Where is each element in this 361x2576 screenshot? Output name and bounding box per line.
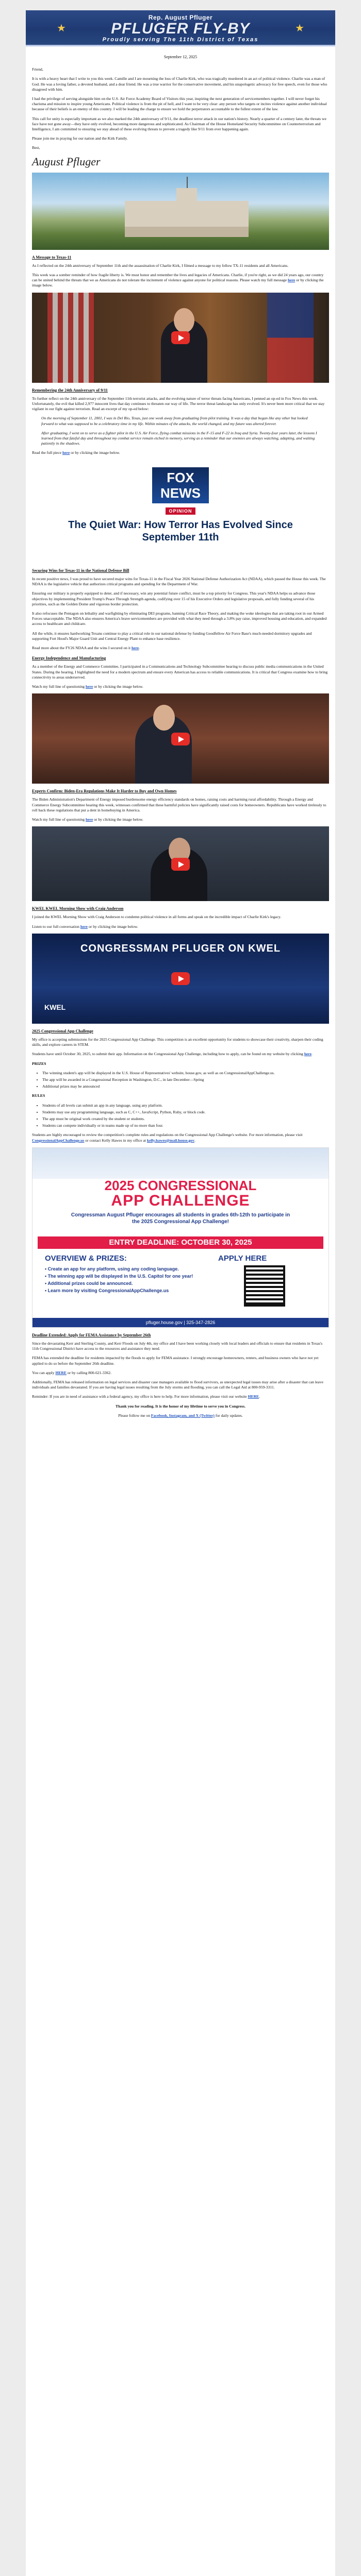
- star-icon: ★: [295, 23, 304, 34]
- star-icon: ★: [57, 23, 66, 34]
- section-title: A Message to Texas-11: [32, 255, 72, 260]
- section-paragraph: You can apply HERE or by calling 800-621-3362.: [32, 1370, 112, 1375]
- video-thumbnail[interactable]: [32, 826, 329, 901]
- listen-link[interactable]: here: [80, 924, 88, 929]
- quote: After graduating, I went on to serve as a fighter pilot in the U.S. Air Force, flying combat missions in the F-15 and F-22 in Iraq and Syria. Twenty-four years later, the lessons I learned from that fateful day and throughout my combat service remain etched in memory, serving as a reminder that our enemies are always watching, adapting, and waiting patiently in the shadows.: [41, 430, 317, 446]
- list-item: • Additional prizes may be announced: [42, 1084, 329, 1089]
- rules-heading: RULES: [32, 1093, 45, 1098]
- social-line: Please follow me on Facebook, Instagram, and X (Twitter) for daily updates.: [118, 1413, 243, 1418]
- flyer-description: Congressman August Pfluger encourages all students in grades 6th-12th to participate in the 2025 Congressional App Challenge!: [71, 1212, 290, 1225]
- intro-paragraph: This call for unity is especially important as we also marked the 24th anniversary of 9/11, the deadliest terror attack in our nation's history. Nearly a quarter of a century later, the threats we face have not gone away—they have only evolved, becoming more dangerous and sophisticated. As Chairman of the House Homeland Security Subcommittee on Counterterrorism and Intelligence, I am committed to ensuring we stay ahead of these evolving threats to prevent a tragedy like 9/11 from ever happening again.: [32, 116, 326, 132]
- fox-news-logo: FOX NEWS: [152, 467, 209, 503]
- signoff: Best,: [32, 145, 40, 150]
- list-item: • The winning student's app will be displayed in the U.S. House of Representatives' website, house.gov, as well as on CongressionalAppChallenge.us.: [42, 1071, 329, 1076]
- fox-news-oped-image[interactable]: [32, 460, 329, 563]
- list-item: • Students may use any programming language, such as C, C++, JavaScript, Python, Ruby, or block code.: [42, 1110, 329, 1115]
- flyer-overview-heading: OVERVIEW & PRIZES:: [45, 1253, 127, 1263]
- flyer-apply-heading: APPLY HERE: [218, 1253, 267, 1263]
- fema-apply-link[interactable]: HERE: [55, 1370, 67, 1375]
- opinion-tag: OPINION: [166, 507, 195, 515]
- section-title: Securing Wins for Texas-11 in the National Defense Bill: [32, 568, 129, 573]
- section-paragraph: Read more about the FY26 NDAA and the wins I secured on it here.: [32, 645, 140, 650]
- section-title: Remembering the 24th Anniversary of 9/11: [32, 387, 108, 393]
- section-paragraph: Ensuring our military is properly equipped to deter, and if necessary, win any potential future conflict, must be a top priority for Congress. This year's NDAA helps us advance those objectives by implementing President Trump's Peace Through Strength agenda, codifying over 15 of his Executive Orders and legislative proposals, and fully funding several of his priorities, such as the Golden Dome and vigorous border protection.: [32, 591, 316, 606]
- section-title: Experts Confirm: Biden-Era Regulations Make It Harder to Buy and Own Homes: [32, 789, 177, 794]
- greeting: Friend,: [32, 67, 43, 72]
- watch-link[interactable]: here: [287, 278, 296, 283]
- newsletter-subtitle: Proudly serving The 11th District of Texas: [102, 37, 259, 43]
- website-link[interactable]: CongressionalAppChallenge.us: [32, 1138, 85, 1143]
- section-paragraph: As I reflected on the 24th anniversary of September 11th and the assassination of Charlie Kirk, I filmed a message to my fellow TX-11 residents and all Americans.: [32, 263, 289, 268]
- list-item: • Students of all levels can submit an app in any language, using any platform.: [42, 1103, 329, 1108]
- section-paragraph: Listen to our full conversation here or by clicking the image below.: [32, 924, 138, 929]
- social-links[interactable]: Facebook, Instagram, and X (Twitter): [151, 1413, 215, 1418]
- list-item: • Learn more by visiting CongressionalAppChallenge.us: [45, 1287, 169, 1293]
- kwel-interview-image[interactable]: [32, 934, 329, 1024]
- section-title: KWEL KWEL Morning Show with Craig Anderson: [32, 906, 124, 911]
- capitol-photo: [32, 173, 329, 250]
- newsletter-title: PFLUGER FLY-BY: [111, 20, 250, 37]
- play-icon[interactable]: [171, 972, 190, 985]
- list-item: • The app must be original work created by the student or students.: [42, 1116, 329, 1122]
- section-paragraph: Reminder: If you are in need of assistance with a federal agency, my office is here to help. For more information, please visit our website HERE.: [32, 1394, 260, 1399]
- section-paragraph: As a member of the Energy and Commerce Committee, I participated in a Communications and Technology Subcommittee hearing to discuss public media communications in the United States. During the hearing, I highlighted the need for a modern spectrum and ensure every American has access to reliable communications. It is critical that Congress examine how to bring connectivity to areas underserved.: [32, 664, 328, 680]
- section-paragraph: I joined the KWEL Morning Show with Craig Anderson to condemn political violence in all forms and speak on the incredible impact of Charlie Kirk's legacy.: [32, 914, 282, 920]
- oped-headline: The Quiet War: How Terror Has Evolved Since September 11th: [68, 519, 293, 543]
- prizes-heading: PRIZES: [32, 1061, 46, 1066]
- list-item: • Additional prizes could be announced.: [45, 1280, 133, 1286]
- app-challenge-flyer[interactable]: [32, 1147, 329, 1328]
- section-paragraph: The Biden Administration's Department of Energy imposed burdensome energy efficiency standards on homes, raising costs and harming rural affordability. Through a Energy and Commerce Energy Subcommittee hearing this week, witnesses confirmed that these harmful policies have significantly raised costs for homeowners. Republicans have worked tirelessly to roll back these regulations that put a dent in homebuying in America.: [32, 797, 326, 812]
- quote: On the morning of September 11, 2001, I was in Del Rio, Texas, just one week away from graduating from pilot training. It was a day that began like any other but looked forward to what was supposed to be a celebratory time in my life. Within minutes of the attacks, the world changed, and my future was altered forever.: [41, 416, 308, 426]
- section-paragraph: Since the devastating Kerr and Sterling County, and Kerr Floods on July 4th, my office and I have been working closely with local leaders and officials to ensure that residents in Texas's 11th Congressional District have access to the resources and assistance they need.: [32, 1341, 323, 1351]
- section-paragraph: In recent positive news, I was proud to have secured major wins for Texas-11 in the Fiscal Year 2026 National Defense Authorization Act (NDAA), which passed the House this week. The NDAA is the legislative vehicle that authorizes critical programs and spending for the Department of War.: [32, 576, 326, 587]
- rules-list: [42, 1103, 329, 1129]
- flyer-contact: pfluger.house.gov | 325-347-2826: [32, 1318, 329, 1327]
- list-item: • The app will be awarded in a Congressional Reception in Washington, D.C., in late December—Spring: [42, 1077, 329, 1082]
- section-paragraph: My office is accepting submissions for the 2025 Congressional App Challenge. This competition is an excellent opportunity for students to showcase their creativity, sharpen their coding skills, and explore careers in STEM.: [32, 1037, 323, 1047]
- signature: August Pfluger: [32, 155, 101, 168]
- newsletter: [26, 10, 335, 2576]
- rep-name: Rep. August Pfluger: [148, 14, 213, 21]
- section-paragraph: It also refocuses the Pentagon on lethality and warfighting by eliminating DEI programs, banning Critical Race Theory, and making the woke ideologies that are taking root in our Armed Forces unacceptable. The NDAA also ensures America's brave servicemembers are provided with what they need through a 3.8% pay raise, improved housing and education, and expanded access to healthcare and childcare.: [32, 611, 327, 626]
- flyer-deadline: ENTRY DEADLINE: OCTOBER 30, 2025: [38, 1236, 323, 1249]
- email-link[interactable]: kelly.hawes@mail.house.gov: [146, 1138, 194, 1143]
- app-challenge-link[interactable]: here: [304, 1052, 312, 1057]
- section-paragraph: Additionally, FEMA has released information on legal services and disaster case managers available to flood survivors, as unexpected legal issues may arise after a disaster that can leave individuals and families devastated. If you are having legal issues resulting from the July storms and flooding, you can call the Legal Aid at 800-959-3311.: [32, 1380, 323, 1390]
- section-title: Energy Independence and Manufacturing: [32, 656, 106, 661]
- play-icon[interactable]: [171, 733, 190, 745]
- section-paragraph: Students are highly encouraged to review the competition's complete rules and regulations on the Congressional App Challenge's website. For more information, please visit CongressionalAppChallenge.us or contact Kelly Hawes in my office at kelly.hawes@mail.house.gov.: [32, 1132, 303, 1143]
- newsletter-date: September 12, 2025: [163, 55, 198, 59]
- video-thumbnail[interactable]: [32, 693, 329, 784]
- section-paragraph: Read the full piece here or by clicking the image below.: [32, 450, 120, 455]
- section-paragraph: Watch my full line of questioning here or by clicking the image below.: [32, 684, 143, 689]
- list-item: • Students can compete individually or in teams made up of no more than four.: [42, 1123, 329, 1128]
- header-banner: [26, 10, 335, 46]
- flyer-title: APP CHALLENGE: [111, 1192, 250, 1209]
- section-paragraph: This week was a somber reminder of how fragile liberty is. We must honor and remember the lives and legacies of Americans. Charlie, if you're right, as we did 24 years ago, our country can be united behind the threats that we as Americans do not tolerate the incitement of violence against anyone for political reasons. Please watch my full message here or by clicking the image below.: [32, 273, 324, 288]
- website-link[interactable]: HERE: [248, 1394, 259, 1399]
- section-paragraph: Students have until October 30, 2025, to submit their app. Information on the Congressional App Challenge, including how to apply, can be found on my website by clicking here.: [32, 1052, 313, 1057]
- section-paragraph: To further reflect on the 24th anniversary of the September 11th terrorist attacks, and the evolving nature of terror threats facing Americans, I penned an op-ed in Fox News this week. Unfortunately, the evil that killed 2,977 innocent lives that day continues to threaten our way of life. The terror threat landscape has only evolved. It's never been more critical that we stay vigilant in our fight against terrorism. Read an excerpt of my op-ed below:: [32, 396, 325, 412]
- qr-code[interactable]: [244, 1265, 285, 1307]
- list-item: • The winning app will be displayed in the U.S. Capitol for one year!: [45, 1273, 193, 1279]
- flyer-items: [45, 1265, 200, 1294]
- read-link[interactable]: here: [62, 450, 70, 455]
- video-thumbnail[interactable]: [32, 293, 329, 383]
- kwel-headline: CONGRESSMAN PFLUGER ON KWEL: [80, 942, 281, 954]
- section-paragraph: Watch my full line of questioning here or by clicking the image below.: [32, 817, 143, 822]
- kwel-logo: KWEL: [44, 1003, 66, 1011]
- intro-paragraph: Please join me in praying for our nation and the Kirk Family.: [32, 136, 128, 141]
- section-title: 2025 Congressional App Challenge: [32, 1028, 93, 1033]
- play-icon[interactable]: [171, 858, 190, 871]
- section-title: Deadline Extended: Apply for FEMA Assistance by September 26th: [32, 1332, 151, 1337]
- section-paragraph: All the while, it ensures hardworking Texans continue to play a critical role in our national defense by funding Goodfellow Air Force Base's much-needed dormitory upgrades and supporting Fort Hood's Major Guard Unit and Central Energy Plant to enhance base resilience.: [32, 631, 312, 641]
- section-paragraph: FEMA has extended the deadline for residents impacted by the floods to apply for FEMA assistance. I strongly encourage homeowners, renters, and business owners who have not yet applied to do so before the September 26th deadline.: [32, 1355, 319, 1366]
- play-icon[interactable]: [171, 331, 190, 344]
- content: [26, 46, 335, 1418]
- watch-link[interactable]: here: [86, 684, 93, 689]
- list-item: • Create an app for any platform, using any coding language.: [45, 1266, 179, 1272]
- watch-link[interactable]: here: [86, 817, 93, 822]
- prizes-list: [42, 1071, 329, 1090]
- ndaa-link[interactable]: here: [131, 645, 139, 650]
- intro-paragraph: I had the privilege of serving alongside him on the U.S. Air Force Academy Board of Visitors this year, inspiring the next generation of servicemembers together. I will never forget his charisma and mission to inspire young Americans. Political violence is from the pit of hell, and I want to be very clear: any person who targets or incites violence against another individual because of their beliefs is an enemy of this country. I will be leading the charge to ensure we hold the perpetrators accountable to the fullest extent of the law.: [32, 96, 327, 112]
- intro-paragraph: It is with a heavy heart that I write to you this week. Camille and I are mourning the loss of Charlie Kirk, who was tragically murdered in an act of political violence. Charlie was a man of God. He was a loving father, a devoted husband, and a dear friend. He was a true warrior for the conservative movement, and his unapologetic advocacy for free speech, even for those who disagreed with him.: [32, 76, 327, 92]
- thanks-line: Thank you for reading. It is the honor of my lifetime to serve you in Congress.: [116, 1403, 245, 1409]
- flyer-year: 2025 CONGRESSIONAL: [104, 1177, 257, 1193]
